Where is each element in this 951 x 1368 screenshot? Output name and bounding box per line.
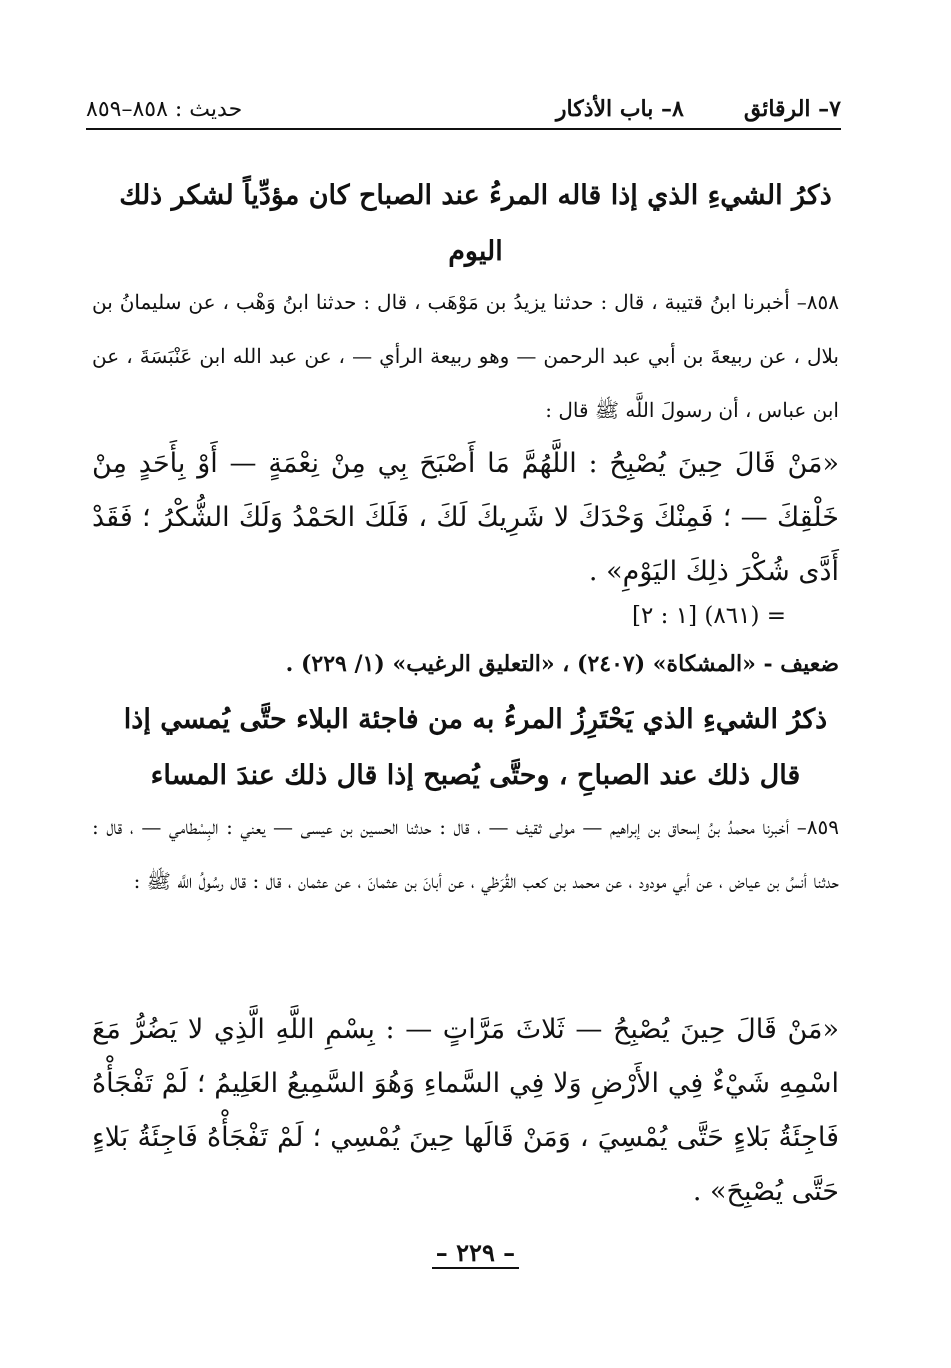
header-rule [86,128,841,130]
isnad-text: ٨٥٨– أخبرنا ابنُ قتيبة ، قال : حدثنا يزيدُ بن مَوْهَب ، قال : حدثنا ابنُ وَهْب ، عن سليمانُ بن بلال ، عن ربيعةَ بن أبي عبد الرحمن — وهو ربيعة الرأي — ، عن عبد الله ابن عَنْبَسَةَ ، عن ابن عباس ، أن رسولَ اللَّه ﷺ قال : [92,290,839,422]
section-heading: ذكرُ الشيءِ الذي يَحْتَرِزُ المرءُ به من فاجئة البلاء حتَّى يُمسي إذا قال ذلك عند الصباحِ ، وحتَّى يُصبح إذا قال ذلك عندَ المساء [123,704,828,791]
page-number-label: – ٢٢٩ – [432,1238,519,1269]
header-hadith-range: حديث : ٨٥٨–٨٥٩ [86,96,243,122]
page-number [0,1238,951,1267]
header-book-title: ٧– الرقائق [743,96,841,122]
header-chapter-title: ٨– باب الأذكار [555,96,684,122]
cross-reference: = (٨٦١) [١ : ٢] [632,603,786,629]
hadith-text: «مَنْ قَالَ حِينَ يُصْبِحُ : اللَّهُمَّ مَا أَصْبَحَ بِي مِنْ نِعْمَةٍ — أَوْ بِأَحَدٍ مِنْ خَلْقِكَ — ؛ فَمِنْكَ وَحْدَكَ لا شَرِيكَ لَكَ ، فَلَكَ الحَمْدُ وَلَكَ الشُّكْرُ ؛ فَقَدْ أَدَّى شُكْرَ ذلِكَ اليَوْمِ» . [92,448,839,587]
isnad-text: ٨٥٩– أخبرنا محمدُ بنُ إسحاق بن إبراهيم — مولى ثقيف — ، قال : حدثنا الحسين بن عيسى — يعني : البِسْطامي — ، قال : حدثنا أنسُ بن عياض ، عن أبي مودود ، عن محمد بن كعب القُرَظي ، عن أبانَ بن عثمانَ ، عن عثمان ، قال : قال رسُولُ اللَّه ﷺ : [92,815,839,893]
running-header [86,92,841,126]
section-heading: ذكرُ الشيءِ الذي إذا قاله المرءُ عند الصباح كان مؤدِّياً لشكر ذلك اليوم [119,180,832,267]
hadith-text: «مَنْ قَالَ حِينَ يُصْبِحُ — ثَلاثَ مَرَّاتٍ — : بِسْمِ اللَّهِ الَّذِي لا يَضُرُّ مَعَ اسْمِهِ شَيْءٌ فِي الأَرْضِ وَلا فِي السَّماءِ وَهُوَ السَّمِيعُ العَلِيمُ ؛ لَمْ تَفْجَأْهُ فَاجِئَةُ بَلاءٍ حَتَّى يُمْسِيَ ، وَمَنْ قَالَها حِينَ يُمْسِي ؛ لَمْ تَفْجَأْهُ فَاجِئَةُ بَلاءٍ حَتَّى يُصْبِحَ» . [92,1014,839,1207]
hadith-grading: ضعيف - «المشكاة» (٢٤٠٧) ، «التعليق الرغيب» (١/ ٢٢٩) . [285,651,839,677]
